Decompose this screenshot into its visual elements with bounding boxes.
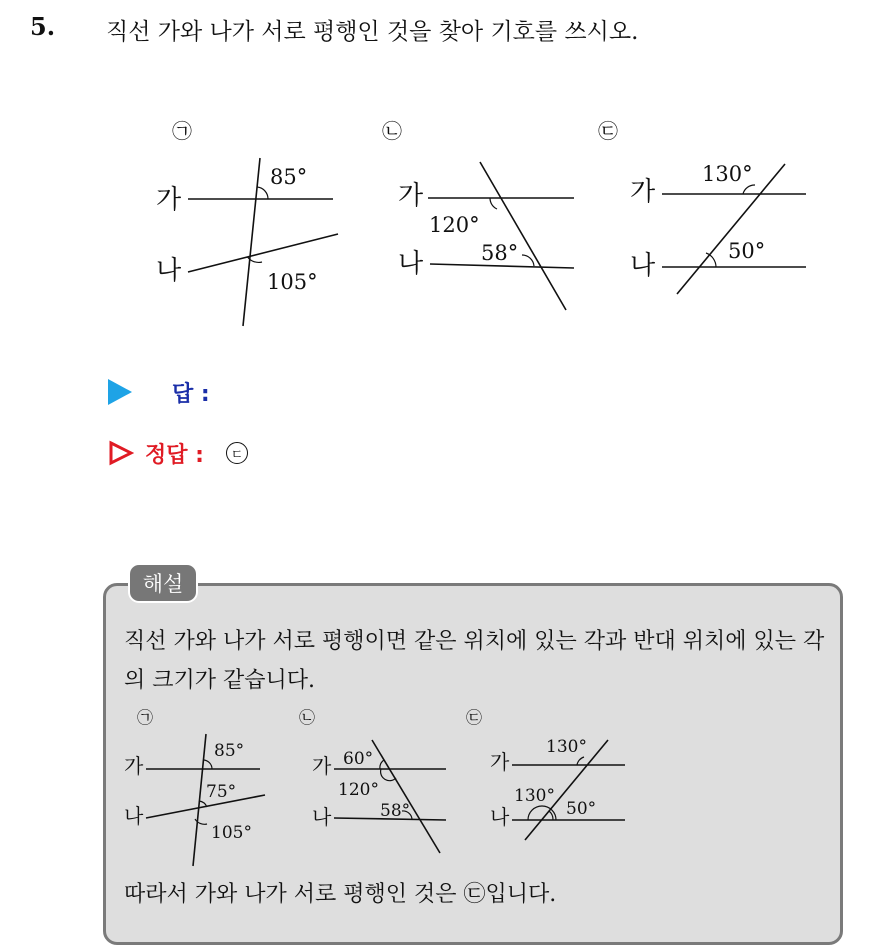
figure-2-angle-1: 120° <box>429 213 480 237</box>
figure-1-line-a-label: 가 <box>156 185 182 215</box>
figure-3-arc-1 <box>743 185 755 194</box>
exp-figure-1-line-a-label: 가 <box>124 754 144 778</box>
exp-figure-2-transversal <box>372 740 440 853</box>
figure-2-arc-2 <box>522 255 534 266</box>
exp-figure-1-angle-3: 105° <box>211 823 252 843</box>
figure-3-angle-1: 130° <box>702 162 753 186</box>
correct-answer-row <box>108 438 248 468</box>
problem-figures <box>0 0 884 360</box>
exp-figure-3-angle-2: 130° <box>514 786 555 806</box>
figure-1-arc-1 <box>257 187 268 199</box>
exp-figure-2-line-b-label: 나 <box>312 805 332 829</box>
exp-figure-3-arc-3 <box>549 811 553 820</box>
answer-row <box>108 377 210 407</box>
figure-2-symbol: ㉡ <box>382 119 402 143</box>
exp-figure-2-angle-1: 60° <box>343 749 374 769</box>
exp-figure-1 <box>124 708 265 866</box>
exp-figure-3-angle-1: 130° <box>546 737 587 757</box>
figure-3-symbol: ㉢ <box>598 119 618 143</box>
figure-3-arc-2 <box>706 253 716 267</box>
figure-3-line-a-label: 가 <box>630 177 656 207</box>
exp-figure-3-line-b-label: 나 <box>490 805 510 829</box>
exp-figure-1-symbol: ㉠ <box>137 708 154 727</box>
figure-1 <box>156 119 338 326</box>
figure-3-line-b-label: 나 <box>630 251 656 281</box>
exp-figure-3-symbol: ㉢ <box>466 708 483 727</box>
exp-figure-3-line-a-label: 가 <box>490 750 510 774</box>
figure-1-angle-2: 105° <box>267 270 318 294</box>
exp-figure-3 <box>466 708 625 840</box>
exp-figure-1-line-b-label: 나 <box>124 804 144 828</box>
exp-figure-2-angle-2: 120° <box>338 780 379 800</box>
explanation-tab: 해설 <box>128 563 198 603</box>
exp-figure-1-angle-2: 75° <box>206 782 237 802</box>
figure-2-transversal <box>480 162 566 310</box>
figure-2-line-a-label: 가 <box>398 181 424 211</box>
question-text: 직선 가와 나가 서로 평행인 것을 찾아 기호를 쓰시오. <box>106 19 639 45</box>
figure-2-angle-2: 58° <box>481 241 519 265</box>
exp-figure-2-symbol: ㉡ <box>299 708 316 727</box>
correct-answer-label: 정답 : <box>145 442 204 468</box>
figure-3 <box>598 119 806 294</box>
answer-label: 답 : <box>172 381 210 407</box>
explanation-text: 직선 가와 나가 서로 평행이면 같은 위치에 있는 각과 반대 위치에 있는 각의 크기가 같습니다. <box>124 629 825 693</box>
exp-figure-1-arc-1 <box>203 760 212 769</box>
explanation-figures <box>0 690 884 870</box>
exp-figure-3-angle-3: 50° <box>566 799 597 819</box>
correct-answer-arrow-icon <box>108 440 134 466</box>
figure-3-angle-2: 50° <box>728 239 766 263</box>
exp-figure-2 <box>299 708 446 853</box>
figure-1-symbol: ㉠ <box>172 119 192 143</box>
figure-2-line-b-label: 나 <box>398 249 424 279</box>
exp-figure-1-transversal <box>193 734 206 866</box>
figure-1-angle-1: 85° <box>270 165 308 189</box>
figure-2-arc-1 <box>490 198 497 209</box>
exp-figure-2-arc-1 <box>380 760 384 769</box>
answer-arrow-icon <box>108 379 132 405</box>
explanation-conclusion: 따라서 가와 나가 서로 평행인 것은 ㉢입니다. <box>124 882 557 907</box>
exp-figure-2-line-a-label: 가 <box>312 754 332 778</box>
correct-answer-value: ㄷ <box>226 442 248 464</box>
figure-2 <box>382 119 574 310</box>
exp-figure-1-angle-1: 85° <box>214 741 245 761</box>
exp-figure-3-arc-1 <box>577 757 584 765</box>
question-number: 5. <box>30 12 56 41</box>
figure-1-transversal <box>243 158 260 326</box>
figure-1-line-b <box>188 234 338 272</box>
exp-figure-2-angle-3: 58° <box>380 801 411 821</box>
figure-1-line-b-label: 나 <box>156 256 182 286</box>
